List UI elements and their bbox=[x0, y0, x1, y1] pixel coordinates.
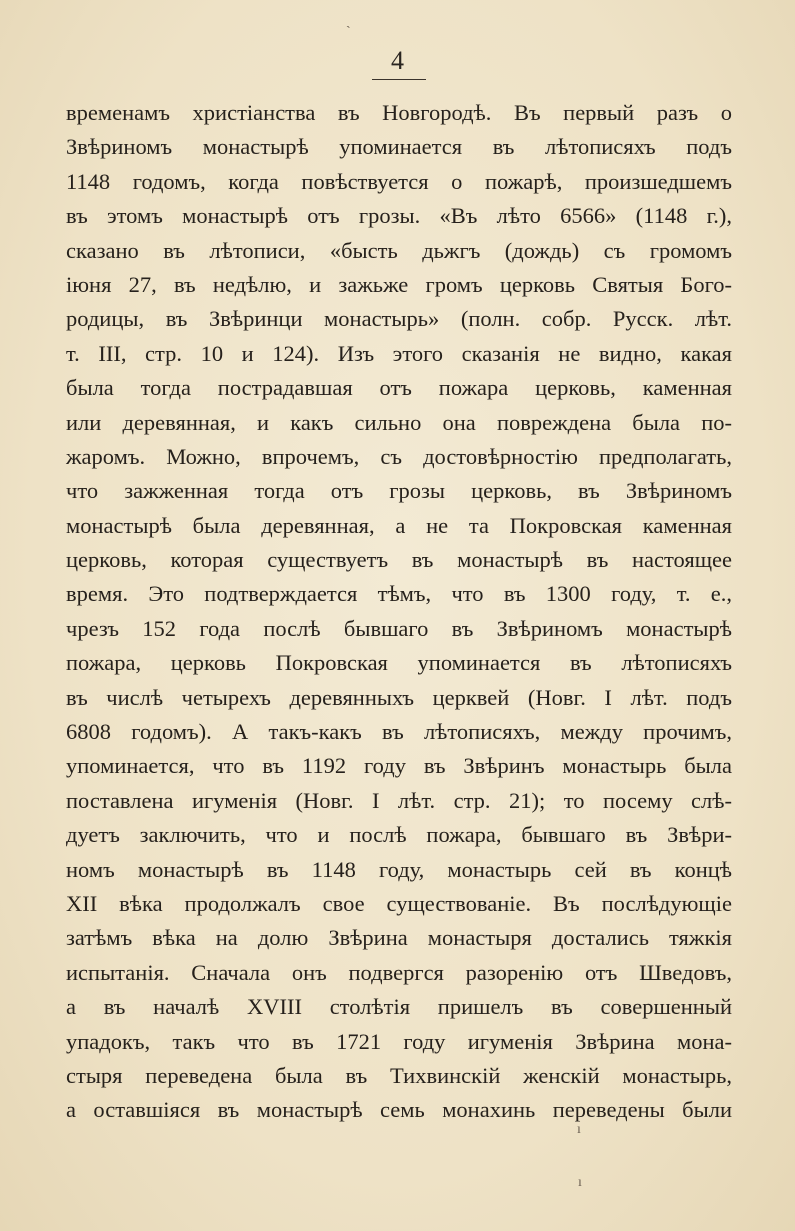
text-line: монастырѣ была деревянная, а не та Покровская каменная bbox=[66, 512, 732, 538]
text-line: а въ началѣ XVIII столѣтія пришелъ въ совершенный bbox=[66, 994, 732, 1020]
text-line: номъ монастырѣ въ 1148 году, монастырь сей въ концѣ bbox=[66, 856, 732, 882]
text-line: жаромъ. Можно, впрочемъ, съ достовѣрностію предполагать, bbox=[66, 443, 732, 469]
text-line: XII вѣка продолжалъ свое существованіе. Въ послѣдующіе bbox=[66, 890, 732, 916]
text-line: іюня 27, въ недѣлю, и зажьже громъ церковь Святыя Бого- bbox=[66, 271, 732, 297]
text-line: время. Это подтверждается тѣмъ, что въ 1300 году, т. е., bbox=[66, 581, 732, 607]
text-line: сказано въ лѣтописи, «бысть дьжгъ (дождь) съ громомъ bbox=[66, 237, 732, 263]
text-line: Звѣриномъ монастырѣ упоминается въ лѣтописяхъ подъ bbox=[66, 134, 732, 160]
text-line: въ числѣ четырехъ деревянныхъ церквей (Новг. I лѣт. подъ bbox=[66, 684, 732, 710]
paper-speck: ı bbox=[577, 1122, 581, 1137]
paper-speck: ı bbox=[578, 1175, 582, 1190]
page-number-rule bbox=[372, 79, 426, 80]
text-line: или деревянная, и какъ сильно она повреждена была по- bbox=[66, 409, 732, 435]
text-line: церковь, которая существуетъ въ монастырѣ въ настоящее bbox=[66, 547, 732, 573]
text-line: 6808 годомъ). А такъ-какъ въ лѣтописяхъ, между прочимъ, bbox=[66, 719, 732, 745]
text-line: а оставшіяся въ монастырѣ семь монахинь переведены были bbox=[66, 1097, 732, 1123]
text-line: дуетъ заключить, что и послѣ пожара, бывшаго въ Звѣри- bbox=[66, 822, 732, 848]
paper-speck: ˎ bbox=[346, 14, 351, 29]
page-number: 4 bbox=[391, 46, 404, 75]
text-line: поставлена игуменія (Новг. I лѣт. стр. 21); то посему слѣ- bbox=[66, 787, 732, 813]
text-line: стыря переведена была въ Тихвинскій женскій монастырь, bbox=[66, 1062, 732, 1088]
text-line: что зажженная тогда отъ грозы церковь, въ Звѣриномъ bbox=[66, 478, 732, 504]
text-line: пожара, церковь Покровская упоминается въ лѣтописяхъ bbox=[66, 650, 732, 676]
body-text bbox=[66, 96, 732, 1128]
text-line: испытанія. Сначала онъ подвергся разоренію отъ Шведовъ, bbox=[66, 959, 732, 985]
text-line: 1148 годомъ, когда повѣствуется о пожарѣ, произшедшемъ bbox=[66, 168, 732, 194]
text-line: т. III, стр. 10 и 124). Изъ этого сказанія не видно, какая bbox=[66, 340, 732, 366]
text-line: упадокъ, такъ что въ 1721 году игуменія Звѣрина мона- bbox=[66, 1028, 732, 1054]
text-line: родицы, въ Звѣринци монастырь» (полн. собр. Русск. лѣт. bbox=[66, 306, 732, 332]
text-line: упоминается, что въ 1192 году въ Звѣринъ монастырь была bbox=[66, 753, 732, 779]
text-line: чрезъ 152 года послѣ бывшаго въ Звѣриномъ монастырѣ bbox=[66, 615, 732, 641]
text-line: была тогда пострадавшая отъ пожара церковь, каменная bbox=[66, 375, 732, 401]
text-line: въ этомъ монастырѣ отъ грозы. «Въ лѣто 6566» (1148 г.), bbox=[66, 203, 732, 229]
text-line: затѣмъ вѣка на долю Звѣрина монастыря достались тяжкія bbox=[66, 925, 732, 951]
text-line: временамъ христіанства въ Новгородѣ. Въ первый разъ о bbox=[66, 100, 732, 125]
